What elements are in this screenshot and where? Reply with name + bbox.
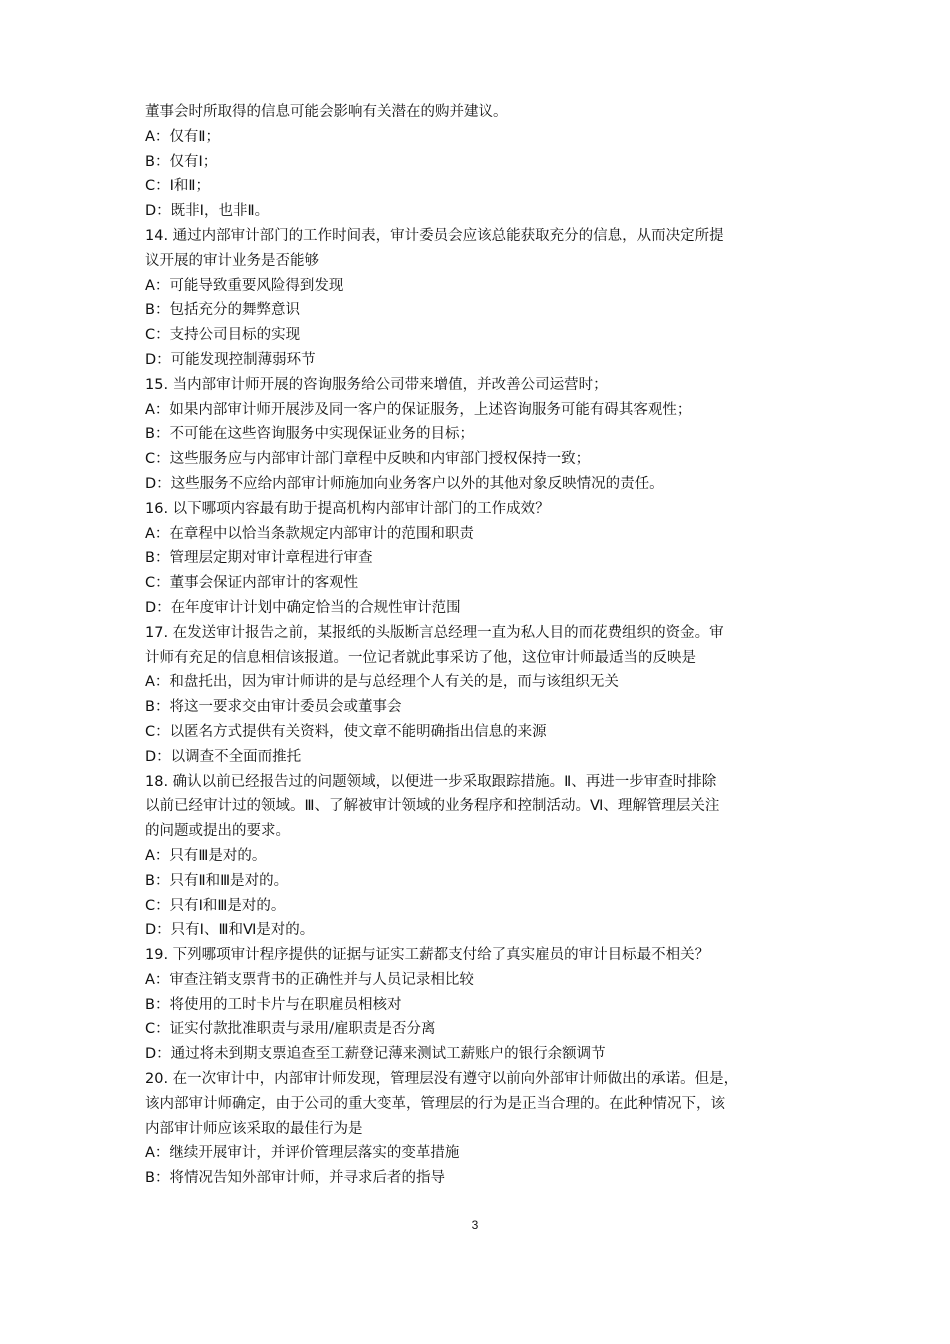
- option-line: C：证实付款批准职责与录用/雇职责是否分离: [145, 1021, 436, 1038]
- option-line: B：将情况告知外部审计师，并寻求后者的指导: [145, 1170, 445, 1187]
- option-line: B：管理层定期对审计章程进行审查: [145, 550, 373, 567]
- text-line: 董事会时所取得的信息可能会影响有关潜在的购并建议。: [145, 104, 508, 120]
- text-line: 该内部审计师确定，由于公司的重大变革，管理层的行为是正当合理的。在此种情况下，该: [145, 1095, 725, 1112]
- option-line: B：将使用的工时卡片与在职雇员相核对: [145, 996, 402, 1013]
- option-line: D：可能发现控制薄弱环节: [145, 351, 316, 368]
- page-body: [145, 100, 810, 1191]
- question-16: 16. 以下哪项内容最有助于提高机构内部审计部门的工作成效？: [145, 500, 550, 517]
- question-20: 20. 在一次审计中，内部审计师发现，管理层没有遵守以前向外部审计师做出的承诺。但是，: [145, 1071, 739, 1088]
- option-line: D：只有Ⅰ、Ⅲ和Ⅵ是对的。: [145, 922, 315, 939]
- text-line: 计师有充足的信息相信该报道。一位记者就此事采访了他，这位审计师最适当的反映是: [145, 649, 696, 666]
- option-line: D：通过将未到期支票追查至工薪登记薄来测试工薪账户的银行余额调节: [145, 1046, 606, 1063]
- text-line: 以前已经审计过的领域。Ⅲ、了解被审计领域的业务程序和控制活动。Ⅵ、理解管理层关注: [145, 798, 720, 815]
- option-line: D：既非Ⅰ，也非Ⅱ。: [145, 203, 270, 220]
- option-line: D：以调查不全面而推托: [145, 748, 302, 765]
- option-line: A：仅有Ⅱ；: [145, 128, 221, 145]
- option-line: A：可能导致重要风险得到发现: [145, 277, 344, 294]
- question-18: 18. 确认以前已经报告过的问题领域，以便进一步采取跟踪措施。Ⅱ、再进一步审查时排除: [145, 773, 717, 790]
- option-line: C：以匿名方式提供有关资料，使文章不能明确指出信息的来源: [145, 723, 547, 740]
- option-line: C：只有Ⅰ和Ⅲ是对的。: [145, 897, 286, 914]
- option-line: B：将这一要求交由审计委员会或董事会: [145, 699, 402, 716]
- option-line: D：这些服务不应给内部审计师施加向业务客户以外的其他对象反映情况的责任。: [145, 475, 664, 492]
- option-line: A：继续开展审计，并评价管理层落实的变革措施: [145, 1145, 460, 1162]
- option-line: A：和盘托出，因为审计师讲的是与总经理个人有关的是，而与该组织无关: [145, 674, 619, 691]
- option-line: C：支持公司目标的实现: [145, 327, 301, 344]
- option-line: A：如果内部审计师开展涉及同一客户的保证服务，上述咨询服务可能有碍其客观性；: [145, 401, 692, 418]
- text-line: 议开展的审计业务是否能够: [145, 252, 319, 269]
- option-line: A：只有Ⅲ是对的。: [145, 847, 267, 864]
- question-14: 14. 通过内部审计部门的工作时间表，审计委员会应该总能获取充分的信息，从而决定所提: [145, 227, 724, 244]
- option-line: B：只有Ⅱ和Ⅲ是对的。: [145, 872, 289, 889]
- option-line: B：包括充分的舞弊意识: [145, 302, 300, 319]
- page-number: 3: [471, 1218, 479, 1232]
- option-line: D：在年度审计计划中确定恰当的合规性审计范围: [145, 599, 461, 616]
- question-15: 15. 当内部审计师开展的咨询服务给公司带来增值，并改善公司运营时；: [145, 376, 608, 393]
- option-line: C：这些服务应与内部审计部门章程中反映和内审部门授权保持一致；: [145, 451, 591, 468]
- option-line: A：在章程中以恰当条款规定内部审计的范围和职责: [145, 525, 474, 542]
- question-17: 17. 在发送审计报告之前，某报纸的头版断言总经理一直为私人目的而花费组织的资金。审: [145, 624, 724, 641]
- option-line: C：董事会保证内部审计的客观性: [145, 575, 359, 592]
- question-19: 19. 下列哪项审计程序提供的证据与证实工薪都支付给了真实雇员的审计目标最不相关？: [145, 947, 710, 964]
- option-line: C：Ⅰ和Ⅱ；: [145, 178, 211, 195]
- option-line: B：仅有Ⅰ；: [145, 153, 218, 170]
- text-line: 的问题或提出的要求。: [145, 823, 290, 840]
- text-line: 内部审计师应该采取的最佳行为是: [145, 1120, 363, 1137]
- option-line: B：不可能在这些咨询服务中实现保证业务的目标；: [145, 426, 474, 443]
- option-line: A：审查注销支票背书的正确性并与人员记录相比较: [145, 971, 474, 988]
